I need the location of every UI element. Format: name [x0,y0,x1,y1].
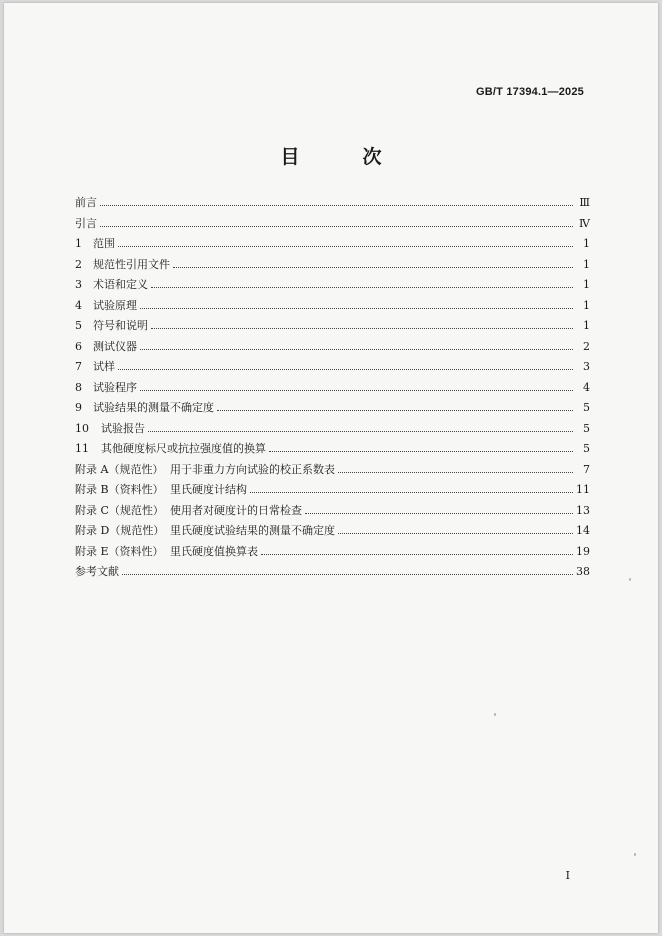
toc-entry-label: 术语和定义 [93,278,148,291]
toc-leader-dots [118,246,573,247]
toc-entry-label: 符号和说明 [93,319,148,332]
toc-entry-number: 1 [75,237,82,250]
toc-entry-label: 里氏硬度计结构 [170,483,247,496]
toc-entry-annex-a[interactable] [75,461,590,482]
toc-entry-6[interactable] [75,338,590,359]
toc-entry-label: 测试仪器 [93,339,137,353]
page-title: 目 次 [280,146,404,168]
toc-leader-dots [261,554,573,555]
toc-entry-preface[interactable] [75,194,590,215]
toc-entry-3[interactable] [75,276,590,297]
toc-entry-label: 里氏硬度值换算表 [170,544,258,558]
toc-entry-label: 用于非重力方向试验的校正系数表 [170,462,335,476]
toc-leader-dots [217,410,573,411]
toc-annex-class: 附录 D（规范性） [75,524,165,537]
toc-entry-page: 2 [583,339,590,353]
toc-entry-page: 3 [583,360,590,373]
scan-speck [494,713,496,716]
toc-entry-page: 1 [583,298,590,312]
toc-leader-dots [305,513,573,514]
toc-entry-label: 引言 [75,216,97,230]
toc-leader-dots [338,472,573,473]
toc-entry-page: 4 [583,380,590,394]
toc-entry-page: 7 [583,462,590,476]
toc-entry-label: 里氏硬度试验结果的测量不确定度 [170,524,335,537]
toc-entry-page: 5 [583,421,590,435]
toc-entry-page: 38 [576,565,590,578]
toc-leader-dots [250,492,573,493]
toc-leader-dots [151,328,573,329]
toc-entry-page: 1 [583,319,590,332]
toc-entry-2[interactable] [75,256,590,277]
toc-entry-number: 11 [75,442,89,455]
toc-entry-annex-d[interactable] [75,522,590,543]
toc-entry-9[interactable] [75,399,590,420]
scan-speck [629,578,631,581]
toc-entry-page: 1 [583,237,590,250]
toc-entry-label: 试验程序 [93,380,137,394]
toc-leader-dots [100,205,573,206]
toc-entry-8[interactable] [75,379,590,400]
page-number: I [565,869,570,882]
toc-entry-label: 范围 [93,237,115,250]
toc-entry-page: 14 [576,524,590,537]
toc-annex-class: 附录 B（资料性） [75,483,164,496]
toc-entry-label: 试验原理 [93,298,137,312]
toc-annex-class: 附录 E（资料性） [75,544,164,558]
toc-entry-1[interactable] [75,235,590,256]
toc-entry-10[interactable] [75,420,590,441]
toc-entry-annex-e[interactable] [75,543,590,564]
toc-entry-label: 试样 [93,360,115,373]
toc-entry-7[interactable] [75,358,590,379]
toc-entry-label: 参考文献 [75,565,119,578]
toc-annex-class: 附录 A（规范性） [75,462,164,476]
toc-entry-number: 3 [75,278,82,291]
toc-entry-bibliography[interactable] [75,563,590,584]
toc-entry-label: 试验结果的测量不确定度 [93,401,214,414]
toc-leader-dots [338,533,573,534]
toc-entry-label: 其他硬度标尺或抗拉强度值的换算 [101,442,266,455]
toc-leader-dots [151,287,573,288]
toc-entry-number: 2 [75,257,82,271]
toc-entry-page: Ⅳ [579,216,590,230]
toc-entry-page: Ⅲ [579,196,590,209]
toc-entry-number: 9 [75,401,82,414]
scan-speck [634,853,636,856]
toc-leader-dots [173,267,573,268]
toc-entry-label: 规范性引用文件 [93,257,170,271]
toc-leader-dots [100,226,573,227]
toc-entry-label: 前言 [75,196,97,209]
toc-entry-number: 6 [75,339,82,353]
toc-leader-dots [269,451,573,452]
document-page [4,3,658,933]
toc-entry-number: 4 [75,298,82,312]
table-of-contents [75,194,590,584]
toc-entry-page: 5 [583,401,590,414]
toc-leader-dots [140,390,573,391]
toc-entry-5[interactable] [75,317,590,338]
toc-leader-dots [148,431,573,432]
toc-leader-dots [140,308,573,309]
toc-entry-annex-c[interactable] [75,502,590,523]
toc-entry-number: 5 [75,319,82,332]
toc-entry-introduction[interactable] [75,215,590,236]
toc-entry-page: 19 [576,544,590,558]
toc-entry-number: 8 [75,380,82,394]
toc-entry-label: 试验报告 [101,421,145,435]
toc-annex-class: 附录 C（规范性） [75,503,164,517]
toc-entry-annex-b[interactable] [75,481,590,502]
toc-entry-page: 1 [583,278,590,291]
toc-entry-number: 7 [75,360,82,373]
toc-entry-page: 5 [583,442,590,455]
toc-entry-page: 13 [576,503,590,517]
toc-entry-label: 使用者对硬度计的日常检查 [170,503,302,517]
toc-leader-dots [122,574,573,575]
toc-entry-11[interactable] [75,440,590,461]
toc-leader-dots [118,369,573,370]
toc-entry-4[interactable] [75,297,590,318]
toc-entry-number: 10 [75,421,89,435]
toc-leader-dots [140,349,573,350]
document-code: GB/T 17394.1—2025 [476,86,584,98]
toc-entry-page: 11 [576,483,590,496]
toc-entry-page: 1 [583,257,590,271]
